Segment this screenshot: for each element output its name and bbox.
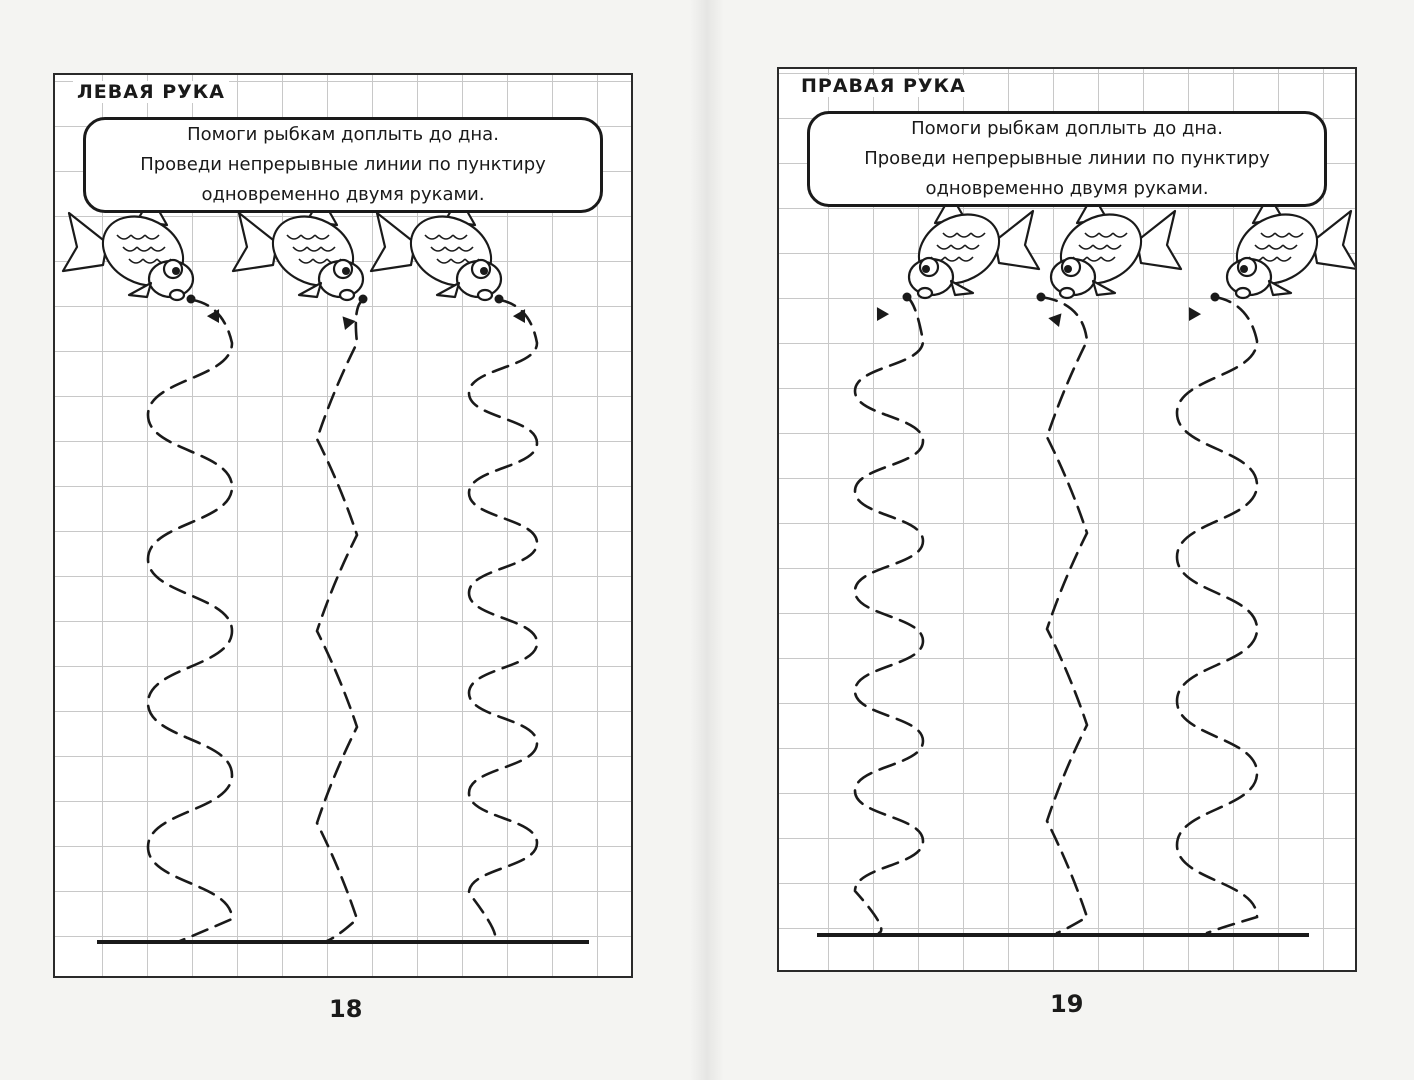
- book-gutter: [690, 0, 724, 1080]
- start-dot-icon: [359, 295, 368, 304]
- dashed-trace-path: [1041, 297, 1087, 933]
- dashed-trace-path: [148, 300, 232, 941]
- start-dot-icon: [1211, 293, 1220, 302]
- instruction-box: [807, 111, 1327, 207]
- instruction-line-3: одновременно двумя руками.: [201, 184, 485, 205]
- arrow-icon: [1048, 313, 1065, 329]
- start-dot-icon: [903, 293, 912, 302]
- fish-group-right: [907, 195, 1357, 298]
- page-number-left: 18: [329, 995, 363, 1023]
- arrow-icon: [338, 316, 355, 332]
- dashed-paths-right: [855, 297, 1257, 933]
- arrows-left: [187, 295, 532, 333]
- dashed-trace-path: [855, 297, 923, 933]
- start-dot-icon: [1037, 293, 1046, 302]
- arrow-icon: [871, 307, 889, 324]
- instruction-box: [83, 117, 603, 213]
- worksheet-page-right: [777, 67, 1357, 972]
- dashed-trace-path: [469, 300, 537, 941]
- fish-icon: [1225, 195, 1357, 298]
- fish-icon: [1049, 195, 1181, 298]
- dashed-paths-left: [148, 300, 537, 941]
- start-dot-icon: [187, 295, 196, 304]
- worksheet-page-left: [53, 73, 633, 978]
- dashed-trace-path: [317, 300, 363, 941]
- page-number-right: 19: [1050, 990, 1084, 1018]
- instruction-line-2: Проведи непрерывные линии по пунктиру: [864, 148, 1270, 169]
- instruction-line-1: Помоги рыбкам доплыть до дна.: [187, 124, 499, 145]
- start-dot-icon: [495, 295, 504, 304]
- hand-label: ПРАВАЯ РУКА: [797, 75, 970, 97]
- instruction-line-1: Помоги рыбкам доплыть до дна.: [911, 118, 1223, 139]
- instruction-line-3: одновременно двумя руками.: [925, 178, 1209, 199]
- arrow-icon: [1183, 307, 1201, 324]
- fish-icon: [907, 195, 1039, 298]
- instruction-line-2: Проведи непрерывные линии по пунктиру: [140, 154, 546, 175]
- dashed-trace-path: [1177, 297, 1257, 933]
- hand-label: ЛЕВАЯ РУКА: [73, 81, 229, 103]
